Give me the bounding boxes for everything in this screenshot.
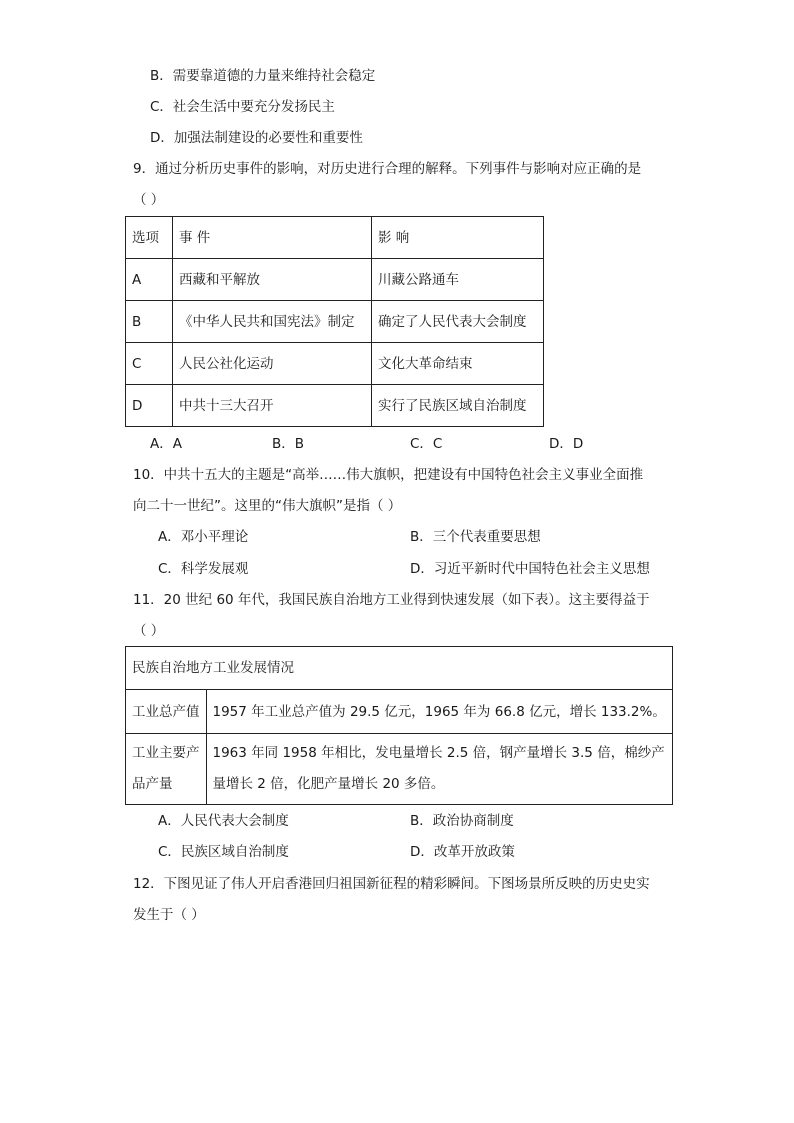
q8-option-c: C．社会生活中要充分发扬民主 <box>150 99 335 115</box>
q10-option-b: B．三个代表重要思想 <box>410 529 541 545</box>
table-cell: 工业总产值 <box>126 690 207 734</box>
table-title-row <box>126 647 673 690</box>
q10-option-d: D．习近平新时代中国特色社会主义思想 <box>410 561 650 577</box>
q11-stem-cont: （ ） <box>133 623 165 639</box>
q9-table <box>125 216 544 427</box>
q11-option-b: B．政治协商制度 <box>410 813 514 829</box>
q11-option-a: A．人民代表大会制度 <box>158 813 289 829</box>
q11-stem: 11．20 世纪 60 年代，我国民族自治地方工业得到快速发展（如下表）。这主要得益于 <box>133 592 650 608</box>
table-cell: 确定了人民代表大会制度 <box>372 301 544 343</box>
table-header-cell: 选项 <box>126 217 173 259</box>
table-row <box>126 734 673 805</box>
q12-stem: 12．下图见证了伟人开启香港回归祖国新征程的精彩瞬间。下图场景所反映的历史史实 <box>133 876 650 892</box>
q11-option-d: D．改革开放政策 <box>410 844 515 860</box>
table-cell: 文化大革命结束 <box>372 343 544 385</box>
table-cell: 《中华人民共和国宪法》制定 <box>173 301 372 343</box>
table-cell: A <box>126 259 173 301</box>
table-row <box>126 690 673 734</box>
q9-option-b: B．B <box>272 436 305 452</box>
table-cell: 1957 年工业总产值为 29.5 亿元，1965 年为 66.8 亿元，增长 133.2%。 <box>206 690 672 734</box>
q10-option-c: C．科学发展观 <box>158 561 249 577</box>
q9-stem-cont: （ ） <box>133 192 165 208</box>
q10-option-a: A．邓小平理论 <box>158 529 249 545</box>
table-cell: 1963 年同 1958 年相比，发电量增长 2.5 倍，钢产量增长 3.5 倍，棉纱产量增长 2 倍，化肥产量增长 20 多倍。 <box>206 734 672 805</box>
q8-option-b: B．需要靠道德的力量来维持社会稳定 <box>150 68 376 84</box>
table-cell: 西藏和平解放 <box>173 259 372 301</box>
q9-option-c: C．C <box>410 436 443 452</box>
q10-stem: 10．中共十五大的主题是“高举……伟大旗帜，把建设有中国特色社会主义事业全面推 <box>133 467 644 483</box>
q11-option-c: C．民族区域自治制度 <box>158 844 289 860</box>
table-cell: 人民公社化运动 <box>173 343 372 385</box>
table-cell: 中共十三大召开 <box>173 385 372 427</box>
q9-option-d: D．D <box>549 436 584 452</box>
table-cell: 实行了民族区域自治制度 <box>372 385 544 427</box>
table-row <box>126 301 544 343</box>
table-cell: D <box>126 385 173 427</box>
q12-stem-cont: 发生于（ ） <box>133 907 205 923</box>
q9-option-a: A．A <box>150 436 182 452</box>
q11-table <box>125 646 673 805</box>
table-row <box>126 259 544 301</box>
table-cell: B <box>126 301 173 343</box>
table-header-cell: 影 响 <box>372 217 544 259</box>
table-row <box>126 385 544 427</box>
table-title: 民族自治地方工业发展情况 <box>126 647 673 690</box>
table-cell: 工业主要产品产量 <box>126 734 207 805</box>
table-row <box>126 343 544 385</box>
q8-option-d: D．加强法制建设的必要性和重要性 <box>150 130 363 146</box>
table-header-row <box>126 217 544 259</box>
table-header-cell: 事 件 <box>173 217 372 259</box>
table-cell: C <box>126 343 173 385</box>
q9-stem: 9．通过分析历史事件的影响，对历史进行合理的解释。下列事件与影响对应正确的是 <box>133 161 642 177</box>
q10-stem-cont: 向二十一世纪”。这里的“伟大旗帜”是指（ ） <box>133 498 402 514</box>
table-cell: 川藏公路通车 <box>372 259 544 301</box>
